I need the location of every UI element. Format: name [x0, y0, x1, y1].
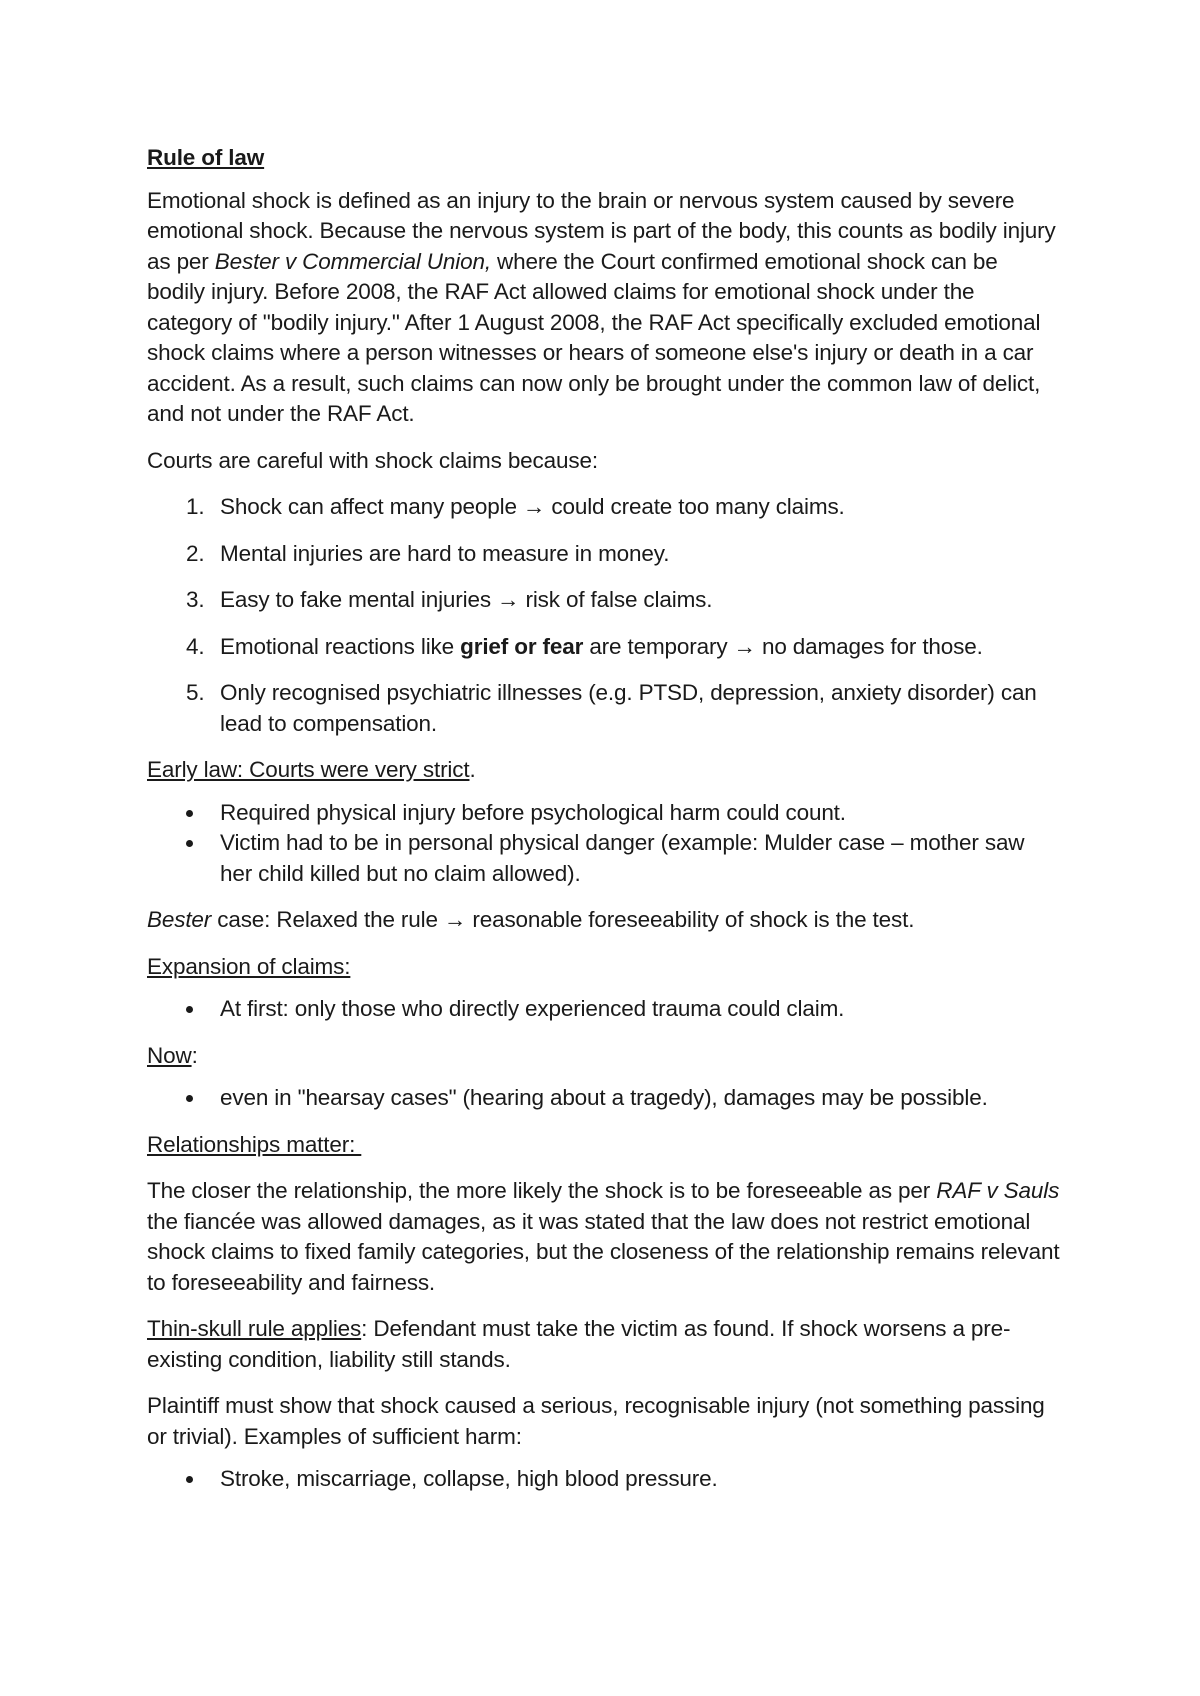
relationships-label: Relationships matter:	[147, 1131, 362, 1157]
list-item	[147, 678, 1060, 739]
list-number: 5.	[186, 680, 205, 705]
expansion-label: Expansion of claims:	[147, 953, 351, 979]
expansion-bullets	[147, 994, 1060, 1025]
bullet-item	[147, 1464, 1060, 1495]
list-item-text: Shock can affect many people → could create too many claims.	[220, 494, 845, 519]
intro-text-a: Emotional shock is defined as an injury to the brain or nervous system caused by severe emotional shock. Because the nervous system is part of the body, this counts as bodily injury as per	[147, 187, 1056, 274]
list-item-text: Only recognised psychiatric illnesses (e.g. PTSD, depression, anxiety disorder) can lead to compensation.	[220, 680, 1037, 736]
bullet-icon	[147, 828, 220, 889]
intro-text-b: where the Court confirmed emotional shock can be bodily injury. Before 2008, the RAF Act allowed claims for emotional shock under the category of "bodily injury." After 1 August 2008, the RAF Act specifically excluded emotional shock claims where a person witnesses or hears of someone else's injury or death in a car accident. As a result, such claims can now only be brought under the common law of delict, and not under the RAF Act.	[147, 248, 1041, 426]
list-item-text-pre: Emotional reactions like	[220, 633, 461, 659]
list-number: 2.	[186, 540, 205, 566]
list-number: 3.	[186, 587, 205, 612]
list-item	[147, 585, 1060, 616]
list-item-text	[220, 632, 1060, 663]
relationships-paragraph	[147, 1176, 1060, 1298]
bullet-text: At first: only those who directly experienced trauma could claim.	[220, 996, 845, 1021]
reasons-list	[147, 492, 1060, 739]
bullet-icon	[147, 1464, 220, 1495]
list-item	[147, 632, 1060, 663]
list-number: 1.	[186, 494, 205, 519]
case-citation-bester-commercial-union: Bester v Commercial Union,	[214, 248, 491, 274]
list-item-text-post: are temporary → no damages for those.	[583, 633, 983, 659]
relationships-text-b: the fiancée was allowed damages, as it was stated that the law does not restrict emotional shock claims to fixed family categories, but the closeness of the relationship remains relevant to foreseeability and fairness.	[147, 1208, 1060, 1295]
plaintiff-bullets	[147, 1464, 1060, 1495]
relationships-heading	[147, 1130, 1060, 1161]
careful-lead: Courts are careful with shock claims because:	[147, 447, 598, 473]
bester-paragraph	[147, 905, 1060, 936]
thin-skull-label: Thin-skull rule applies	[147, 1316, 362, 1341]
bester-text: case: Relaxed the rule → reasonable foreseeability of shock is the test.	[211, 907, 915, 932]
bullet-item	[147, 1083, 1060, 1114]
section-heading: Rule of law	[147, 145, 265, 170]
early-law-label: Early law: Courts were very strict	[147, 757, 470, 782]
now-label: Now	[147, 1042, 192, 1068]
bullet-text: Stroke, miscarriage, collapse, high blood pressure.	[220, 1466, 718, 1491]
bullet-item	[147, 994, 1060, 1025]
list-item-text: Easy to fake mental injuries → risk of false claims.	[220, 587, 713, 612]
intro-paragraph	[147, 186, 1060, 430]
case-citation-bester: Bester	[147, 907, 212, 932]
bullet-icon	[147, 994, 220, 1025]
list-item-text: Mental injuries are hard to measure in money.	[220, 540, 670, 566]
list-number: 4.	[186, 633, 205, 659]
thin-skull-text: : Defendant must take the victim as found. If shock worsens a pre-existing condition, liability still stands.	[147, 1316, 1011, 1372]
now-colon: :	[191, 1042, 198, 1068]
now-paragraph	[147, 1041, 1060, 1072]
bullet-text: even in "hearsay cases" (hearing about a tragedy), damages may be possible.	[220, 1085, 988, 1110]
bullet-item	[147, 798, 1060, 829]
early-law-bullets	[147, 798, 1060, 890]
relationships-text-a: The closer the relationship, the more likely the shock is to be foreseeable as per	[147, 1178, 937, 1203]
bullet-icon	[147, 798, 220, 829]
early-law-period: .	[469, 757, 476, 782]
bullet-text: Required physical injury before psychological harm could count.	[220, 799, 846, 825]
bold-emphasis: grief or fear	[460, 633, 584, 659]
plaintiff-paragraph: Plaintiff must show that shock caused a serious, recognisable injury (not something passing or trivial). Examples of sufficient harm:	[147, 1393, 1045, 1449]
thin-skull-paragraph	[147, 1314, 1060, 1375]
early-law-paragraph	[147, 755, 1060, 786]
now-bullets	[147, 1083, 1060, 1114]
bullet-item	[147, 828, 1060, 889]
list-item	[147, 539, 1060, 570]
list-item	[147, 492, 1060, 523]
bullet-text: Victim had to be in personal physical danger (example: Mulder case – mother saw her child killed but no claim allowed).	[220, 830, 1025, 886]
expansion-paragraph	[147, 952, 1060, 983]
case-citation-raf-sauls: RAF v Sauls	[936, 1178, 1060, 1203]
bullet-icon	[147, 1083, 220, 1114]
